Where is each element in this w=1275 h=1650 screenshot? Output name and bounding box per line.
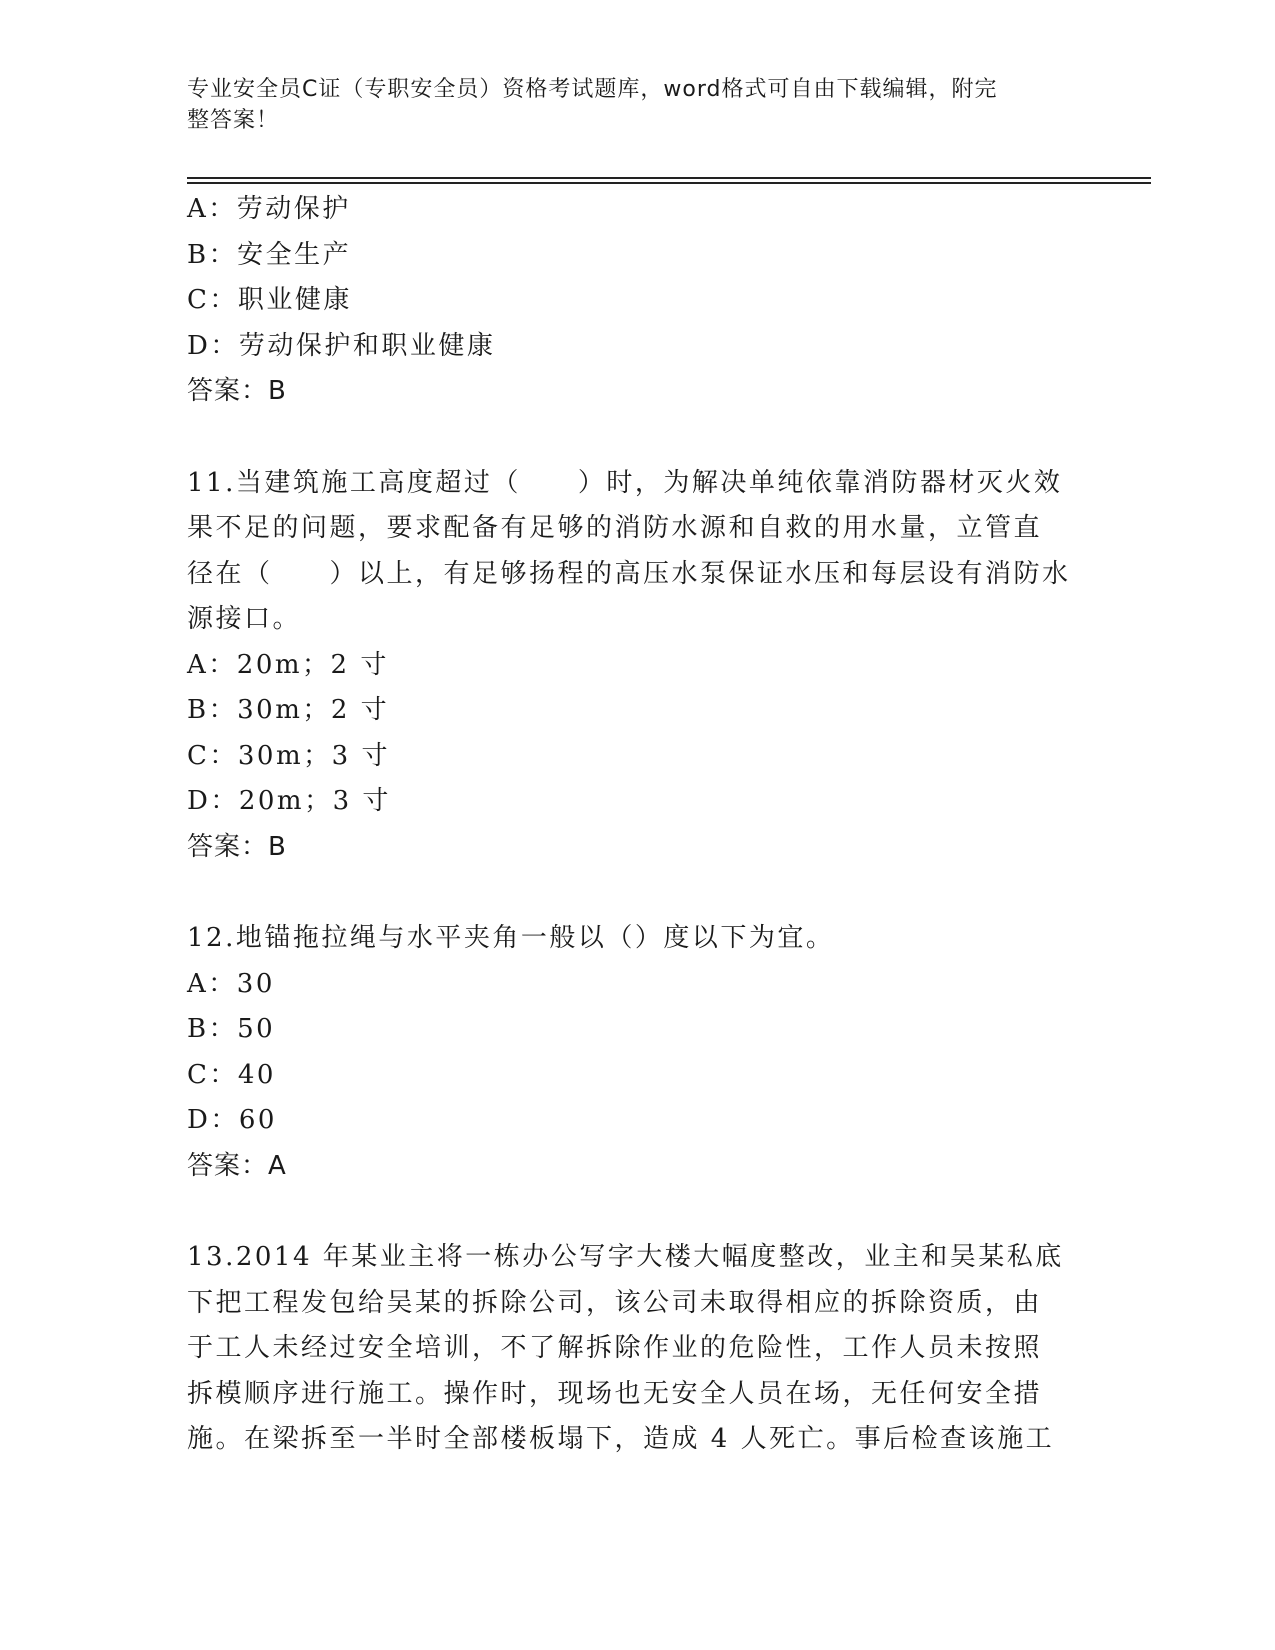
question-10 — [187, 187, 1067, 415]
option-b: B：50 — [187, 1014, 276, 1044]
question-text: 12.地锚拖拉绳与水平夹角一般以（）度以下为宜。 — [187, 923, 835, 953]
spacer — [187, 870, 1067, 916]
header-divider-top — [187, 177, 1151, 179]
question-text-line: 径在（ ）以上，有足够扬程的高压水泵保证水压和每层设有消防水 — [187, 558, 1071, 589]
spacer — [187, 415, 1067, 461]
question-13 — [187, 1235, 1067, 1463]
question-text-line: 11.当建筑施工高度超过（ ）时，为解决单纯依靠消防器材灭火效 — [187, 467, 1063, 498]
question-text-line: 施。在梁拆至一半时全部楼板塌下，造成 4 人死亡。事后检查该施工 — [187, 1424, 1055, 1454]
header-line-1: 专业安全员C证（专职安全员）资格考试题库，word格式可自由下载编辑，附完 — [187, 77, 998, 102]
option-d: D：60 — [187, 1105, 277, 1135]
answer: 答案：A — [187, 1150, 287, 1181]
answer: 答案：B — [187, 831, 287, 862]
option-d: D：20m；3 寸 — [187, 786, 391, 816]
question-12 — [187, 916, 1067, 1189]
option-b: B：30m；2 寸 — [187, 695, 390, 725]
answer: 答案：B — [187, 376, 287, 406]
question-text-line: 拆模顺序进行施工。操作时，现场也无安全人员在场，无任何安全措 — [187, 1378, 1043, 1409]
header-divider-bottom — [187, 182, 1151, 184]
document-body — [187, 187, 1071, 1463]
question-text-line: 下把工程发包给吴某的拆除公司，该公司未取得相应的拆除资质，由 — [187, 1287, 1043, 1318]
option-c: C：职业健康 — [187, 285, 352, 315]
option-c: C：30m；3 寸 — [187, 740, 390, 771]
spacer — [187, 1189, 1067, 1235]
option-c: C：40 — [187, 1059, 276, 1090]
header-line-2: 整答案！ — [187, 108, 280, 133]
question-11 — [187, 461, 1071, 871]
question-text-line: 果不足的问题，要求配备有足够的消防水源和自救的用水量，立管直 — [187, 513, 1043, 543]
option-a: A：30 — [187, 968, 275, 999]
question-text-line: 源接口。 — [187, 604, 302, 634]
option-a: A：劳动保护 — [187, 194, 351, 224]
option-b: B：安全生产 — [187, 239, 352, 270]
question-text-line: 于工人未经过安全培训，不了解拆除作业的危险性，工作人员未按照 — [187, 1333, 1043, 1363]
option-a: A：20m；2 寸 — [187, 649, 389, 680]
page-header — [187, 74, 1067, 136]
question-text-line: 13.2014 年某业主将一栋办公写字大楼大幅度整改，业主和吴某私底 — [187, 1242, 1064, 1272]
option-d: D：劳动保护和职业健康 — [187, 330, 496, 361]
